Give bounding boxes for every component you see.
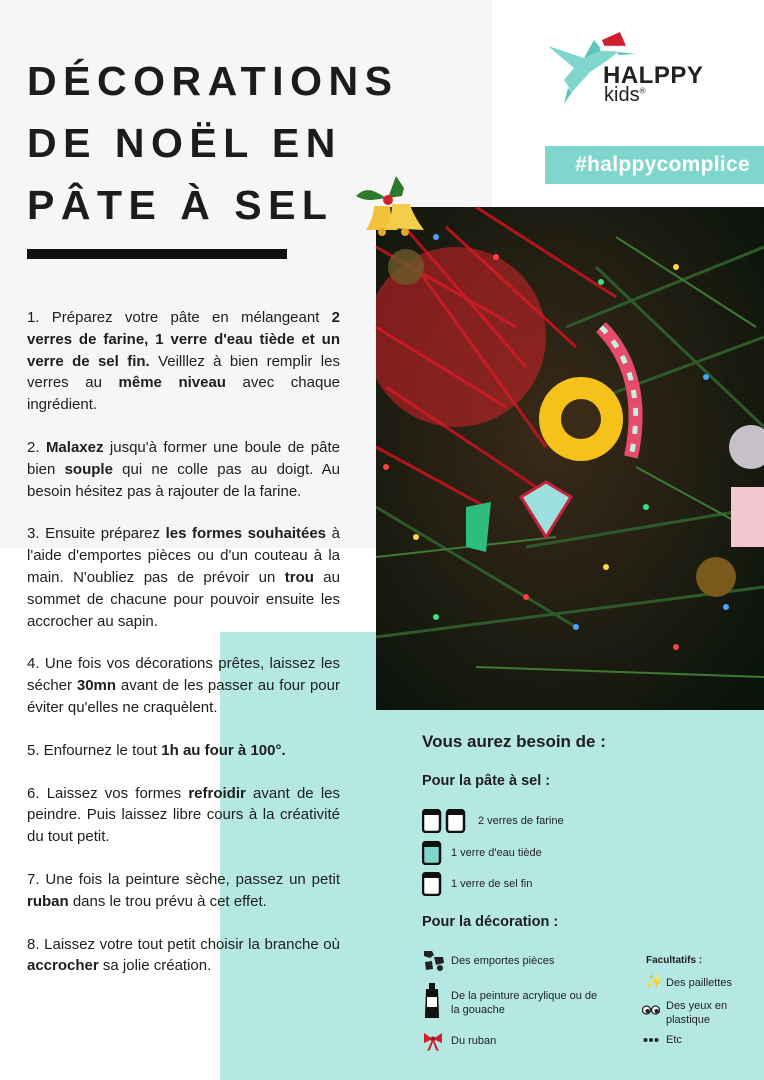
paint-tube-icon xyxy=(423,983,441,1019)
step-text: avant de les peindre. Puis laissez libre cours à la créativité du tout petit. xyxy=(27,784,340,846)
step-number: 3. xyxy=(27,525,40,543)
step-text: au sommet de chacune pour pouvoir ensuite les accrocher au sapin. xyxy=(27,568,340,630)
christmas-bells-icon xyxy=(352,168,432,244)
step-emphasis: ruban xyxy=(27,892,69,910)
step-emphasis: 2 verres de farine, 1 verre d'eau tiède et un verre de sel fin. xyxy=(27,309,340,370)
step-number: 8. xyxy=(27,935,40,953)
step-text: sa jolie création. xyxy=(98,957,212,975)
step-text: Laissez vos formes xyxy=(39,784,189,802)
ellipsis-icon xyxy=(643,1037,659,1043)
title-underline xyxy=(27,249,287,259)
step-text: Préparez votre pâte en mélangeant xyxy=(39,309,332,326)
step-5 xyxy=(27,740,340,762)
step-text: qui ne colle pas au doigt. Au besoin hésitez pas à rajouter de la farine. xyxy=(27,460,341,500)
step-emphasis: accrocher xyxy=(27,957,99,975)
brand-name: HALPPY xyxy=(603,62,704,89)
salt-glass-icon xyxy=(422,872,442,896)
step-emphasis: les formes souhaitées xyxy=(165,525,327,543)
dough-item-water: 1 verre d'eau tiède xyxy=(451,847,542,859)
step-text: jusqu'à former une boule de pâte bien xyxy=(27,438,340,478)
step-number: 7. xyxy=(27,870,40,888)
step-6 xyxy=(27,783,340,848)
step-number: 5. xyxy=(27,741,40,759)
step-1 xyxy=(27,307,340,416)
step-text: avec chaque ingrédient. xyxy=(27,374,341,414)
dough-section-title: Pour la pâte à sel : xyxy=(422,773,551,789)
googly-eyes-icon xyxy=(642,1004,660,1016)
christmas-tree-photo xyxy=(376,207,764,710)
step-text: Enfournez le tout xyxy=(39,741,162,759)
empty-glass-icon xyxy=(422,809,466,833)
dough-item-flour: 2 verres de farine xyxy=(478,815,564,827)
step-8 xyxy=(27,934,340,978)
brand-subtitle: kids® xyxy=(604,84,646,106)
step-text: dans le trou prévu à cet effet. xyxy=(68,892,267,910)
step-emphasis: même niveau xyxy=(118,374,226,392)
step-emphasis: Malaxez xyxy=(45,438,104,456)
page-title xyxy=(27,50,398,236)
optional-item-glitter: Des paillettes xyxy=(666,977,733,989)
step-text: Laissez votre tout petit choisir la branche où xyxy=(39,935,340,953)
deco-item-paint: De la peinture acrylique ou de la gouache xyxy=(451,990,598,1016)
step-text: Une fois vos décorations prêtes, laissez les sécher xyxy=(27,655,340,695)
step-emphasis: 1h au four à 100°. xyxy=(161,741,286,759)
step-number: 6. xyxy=(27,784,40,802)
step-number: 4. xyxy=(27,655,40,673)
step-emphasis: trou xyxy=(284,568,314,586)
step-text: Veilllez à bien remplir les verres au xyxy=(27,352,340,392)
cookie-cutters-icon xyxy=(422,948,446,972)
instruction-steps xyxy=(27,307,340,998)
step-emphasis: refroidir xyxy=(188,784,246,802)
step-emphasis: souple xyxy=(64,460,113,478)
step-text: Ensuite préparez xyxy=(39,525,166,543)
title-line-3: PÂTE À SEL xyxy=(27,182,334,228)
step-text: avant de les passer au four pour éviter qu'elles ne craquèlent. xyxy=(27,677,340,716)
step-4 xyxy=(27,653,340,718)
optional-section-title: Facultatifs : xyxy=(646,955,703,966)
step-2 xyxy=(27,437,340,502)
dough-item-salt: 1 verre de sel fin xyxy=(451,878,533,890)
step-number: 2. xyxy=(27,438,40,456)
step-text: à l'aide d'emportes pièces ou d'un couteau à la main. N'oubliez pas de prévoir un xyxy=(27,525,340,586)
title-line-2: DE NOËL EN xyxy=(27,120,342,166)
optional-item-etc: Etc xyxy=(666,1034,682,1046)
ribbon-bow-icon xyxy=(422,1030,444,1052)
step-number: 1. xyxy=(27,309,40,326)
step-3 xyxy=(27,523,340,632)
optional-item-eyes: Des yeux en plastique xyxy=(666,1000,728,1026)
deco-item-ribbon: Du ruban xyxy=(451,1035,497,1047)
title-line-1: DÉCORATIONS xyxy=(27,58,399,104)
deco-section-title: Pour la décoration : xyxy=(422,914,559,930)
step-7 xyxy=(27,869,340,913)
hashtag-banner: #halppycomplice xyxy=(545,146,764,184)
sparkles-icon: ✨ xyxy=(645,973,663,989)
needs-title: Vous aurez besoin de : xyxy=(422,732,606,751)
step-text: Une fois la peinture sèche, passez un petit xyxy=(39,870,340,888)
water-glass-icon xyxy=(422,841,442,865)
step-emphasis: 30mn xyxy=(76,677,117,695)
deco-item-cutters: Des emportes pièces xyxy=(451,955,555,967)
